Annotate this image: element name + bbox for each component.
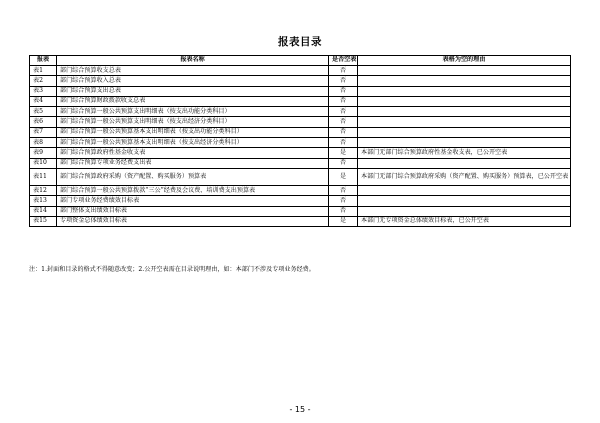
cell-is-empty: 否 bbox=[329, 127, 358, 137]
cell-report-no: 表8 bbox=[30, 138, 57, 148]
cell-empty-reason bbox=[358, 127, 571, 137]
table-row bbox=[30, 185, 571, 195]
cell-report-no: 表10 bbox=[30, 158, 57, 168]
cell-report-no: 表14 bbox=[30, 206, 57, 216]
cell-is-empty: 否 bbox=[329, 96, 358, 106]
header-report-name: 报表名称 bbox=[57, 56, 329, 66]
table-header-row bbox=[30, 56, 571, 66]
page-title: 报表目录 bbox=[278, 36, 322, 48]
cell-report-name: 部门专项业务经费绩效目标表 bbox=[57, 196, 329, 206]
cell-empty-reason bbox=[358, 185, 571, 195]
report-catalog-table bbox=[29, 55, 571, 227]
cell-report-no: 表15 bbox=[30, 216, 57, 226]
cell-report-no: 表2 bbox=[30, 76, 57, 86]
cell-report-name: 部门综合预算一般公共预算支出明细表（按支出功能分类科目） bbox=[57, 107, 329, 117]
cell-report-name: 部门综合预算收入总表 bbox=[57, 76, 329, 86]
cell-report-name: 部门综合预算支出总表 bbox=[57, 86, 329, 96]
header-is-empty: 是否空表 bbox=[329, 56, 358, 66]
table-row bbox=[30, 66, 571, 76]
cell-report-name: 专项资金总体绩效目标表 bbox=[57, 216, 329, 226]
cell-report-no: 表5 bbox=[30, 107, 57, 117]
header-empty-reason: 表格为空的理由 bbox=[358, 56, 571, 66]
cell-is-empty: 是 bbox=[329, 216, 358, 226]
cell-report-no: 表9 bbox=[30, 148, 57, 158]
cell-report-no: 表11 bbox=[30, 168, 57, 185]
cell-report-no: 表7 bbox=[30, 127, 57, 137]
cell-is-empty: 否 bbox=[329, 107, 358, 117]
table-row bbox=[30, 196, 571, 206]
cell-report-no: 表12 bbox=[30, 185, 57, 195]
cell-empty-reason: 本部门无部门综合预算政府性基金收支表，已公开空表 bbox=[358, 148, 571, 158]
cell-is-empty: 是 bbox=[329, 168, 358, 185]
cell-report-name: 部门综合预算一般公共预算基本支出明细表（按支出经济分类科目） bbox=[57, 138, 329, 148]
cell-is-empty: 否 bbox=[329, 66, 358, 76]
cell-report-name: 部门综合预算一般公共预算支出明细表（按支出经济分类科目） bbox=[57, 117, 329, 127]
cell-empty-reason bbox=[358, 196, 571, 206]
cell-report-no: 表13 bbox=[30, 196, 57, 206]
table-row bbox=[30, 158, 571, 168]
cell-empty-reason bbox=[358, 86, 571, 96]
cell-empty-reason: 本部门无部门综合预算政府采购（资产配置、购买服务）预算表，已公开空表 bbox=[358, 168, 571, 185]
header-report-no: 报表 bbox=[30, 56, 57, 66]
cell-report-name: 部门综合预算财政拨款收支总表 bbox=[57, 96, 329, 106]
cell-report-name: 部门综合预算政府采购（资产配置、购买服务）预算表 bbox=[57, 168, 329, 185]
cell-is-empty: 是 bbox=[329, 148, 358, 158]
table-row bbox=[30, 96, 571, 106]
cell-empty-reason bbox=[358, 96, 571, 106]
cell-empty-reason bbox=[358, 117, 571, 127]
cell-empty-reason bbox=[358, 76, 571, 86]
table-row bbox=[30, 117, 571, 127]
cell-empty-reason bbox=[358, 138, 571, 148]
cell-is-empty: 否 bbox=[329, 76, 358, 86]
table-row bbox=[30, 76, 571, 86]
cell-is-empty: 否 bbox=[329, 138, 358, 148]
table-body bbox=[30, 66, 571, 227]
table-row bbox=[30, 206, 571, 216]
cell-report-name: 部门综合预算一般公共预算拨款“三公”经费及会议费、培训费支出预算表 bbox=[57, 185, 329, 195]
cell-empty-reason bbox=[358, 66, 571, 76]
cell-report-name: 部门综合预算专项业务经费支出表 bbox=[57, 158, 329, 168]
cell-is-empty: 否 bbox=[329, 86, 358, 96]
cell-is-empty: 否 bbox=[329, 185, 358, 195]
cell-empty-reason bbox=[358, 206, 571, 216]
cell-is-empty: 否 bbox=[329, 158, 358, 168]
cell-is-empty: 否 bbox=[329, 117, 358, 127]
cell-empty-reason bbox=[358, 158, 571, 168]
table-row bbox=[30, 127, 571, 137]
cell-report-name: 部门整体支出绩效目标表 bbox=[57, 206, 329, 216]
page-number: - 15 - bbox=[289, 405, 311, 414]
cell-empty-reason bbox=[358, 107, 571, 117]
table-row bbox=[30, 138, 571, 148]
cell-report-no: 表1 bbox=[30, 66, 57, 76]
cell-report-no: 表4 bbox=[30, 96, 57, 106]
footnote: 注：1.封面和目录的格式不得随意改变；2.公开空表需在目录说明理由，如：本部门不涉及专项业务经费。 bbox=[29, 266, 315, 273]
cell-empty-reason: 本部门无专项资金总体绩效目标表，已公开空表 bbox=[358, 216, 571, 226]
cell-is-empty: 否 bbox=[329, 206, 358, 216]
table-row bbox=[30, 168, 571, 185]
cell-is-empty: 否 bbox=[329, 196, 358, 206]
cell-report-name: 部门综合预算收支总表 bbox=[57, 66, 329, 76]
table-row bbox=[30, 216, 571, 226]
cell-report-name: 部门综合预算一般公共预算基本支出明细表（按支出功能分类科目） bbox=[57, 127, 329, 137]
cell-report-name: 部门综合预算政府性基金收支表 bbox=[57, 148, 329, 158]
cell-report-no: 表6 bbox=[30, 117, 57, 127]
cell-report-no: 表3 bbox=[30, 86, 57, 96]
table-row bbox=[30, 107, 571, 117]
table-row bbox=[30, 86, 571, 96]
table-row bbox=[30, 148, 571, 158]
